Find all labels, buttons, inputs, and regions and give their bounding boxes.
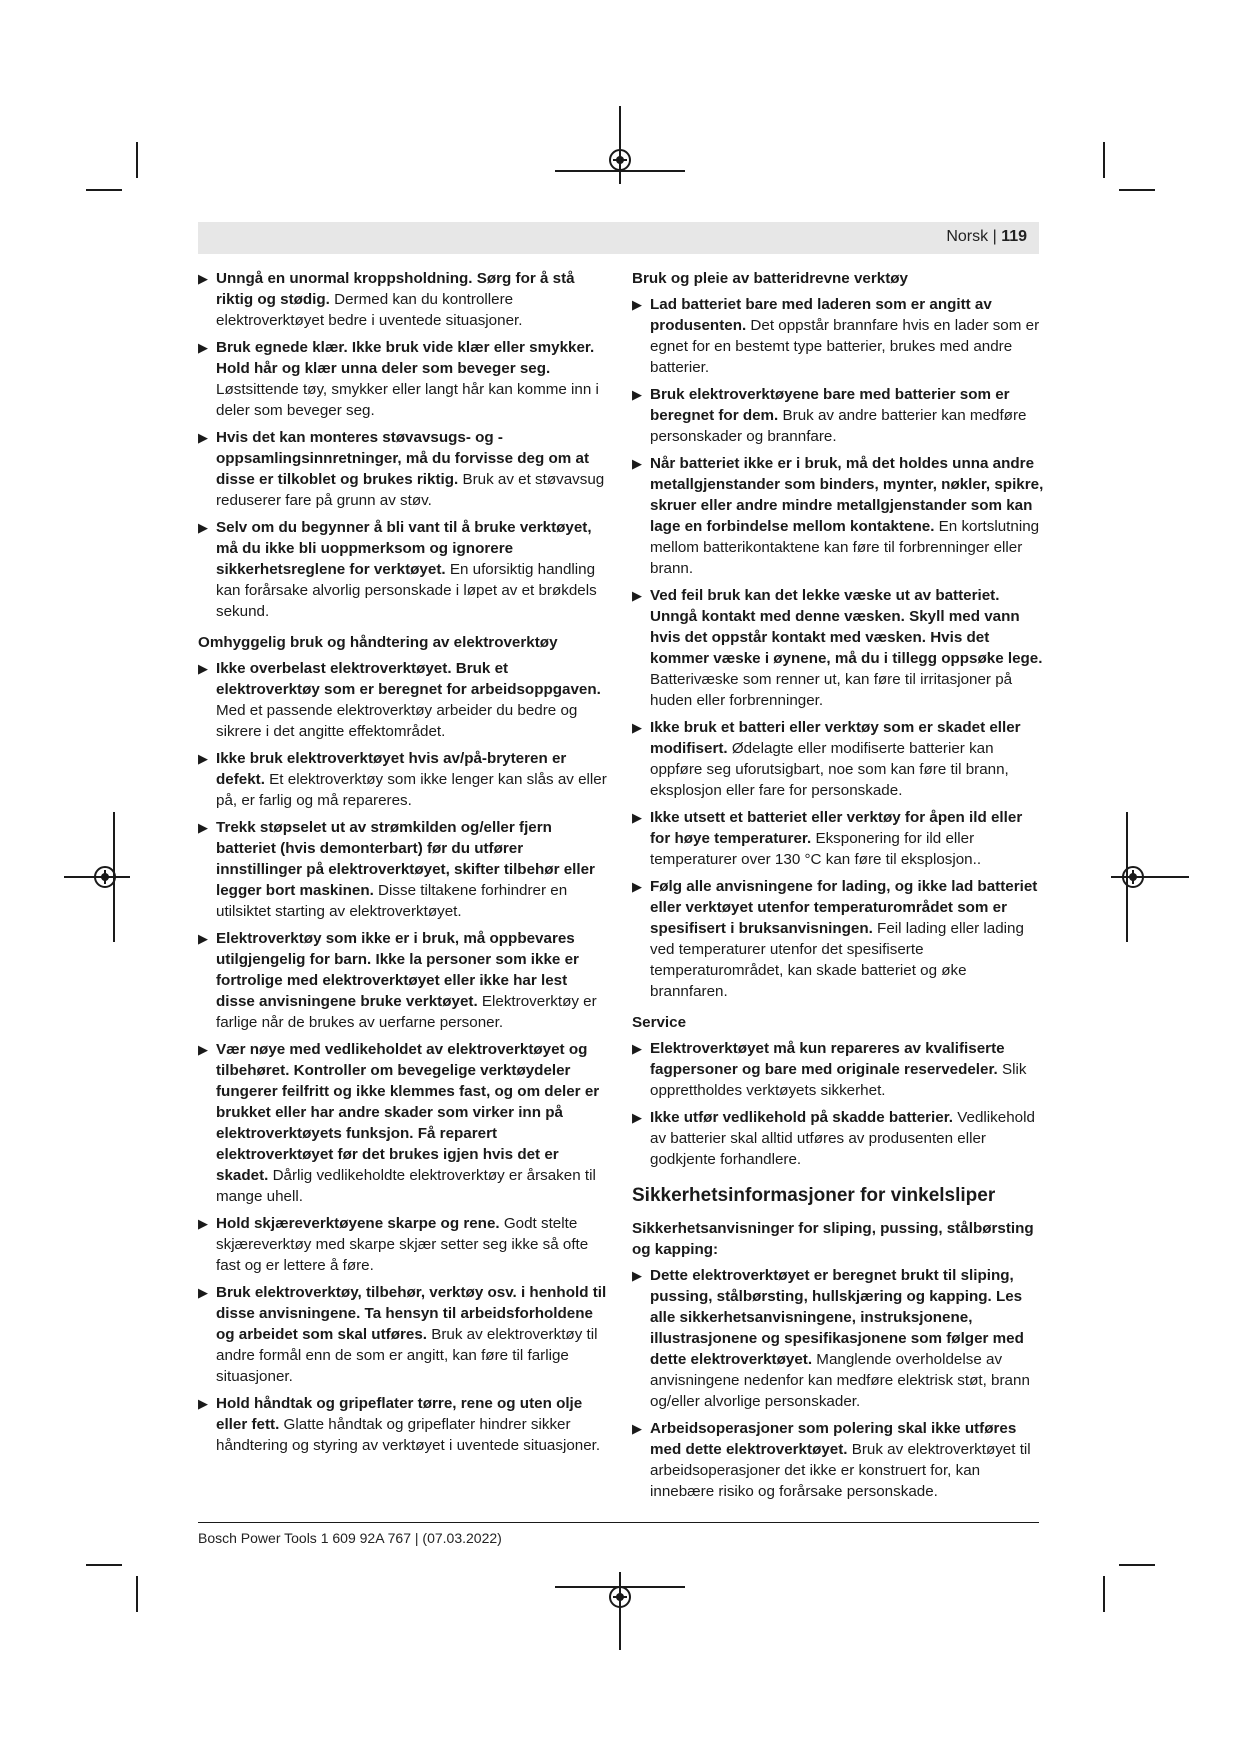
item-text: Dårlig vedlikeholdte elektroverktøy er årsaken til mange uhell. xyxy=(216,1167,596,1205)
list-item xyxy=(198,517,608,622)
grinder-items xyxy=(632,1265,1046,1502)
bullet-arrow-icon: ▶ xyxy=(198,271,208,286)
item-text: Elektroverktøy er farlige når de brukes av uerfarne personer. xyxy=(216,993,597,1031)
list-item xyxy=(198,427,608,511)
item-text: Bruk av et støvavsug reduserer fare på grunn av støv. xyxy=(216,471,605,509)
list-item xyxy=(198,1213,608,1276)
item-text: Bruk av elektroverktøy til andre formål enn de som er angitt, kan føre til farlige situasjoner. xyxy=(216,1326,598,1385)
item-text: Godt stelte skjæreverktøy med skarpe skjær setter seg ikke så ofte fast og er lettere å føre. xyxy=(216,1215,589,1274)
crop-mark xyxy=(1103,142,1105,178)
bullet-arrow-icon: ▶ xyxy=(632,1110,642,1125)
item-text: Vedlikehold av batterier skal alltid utføres av produsenten eller godkjente forhandlere. xyxy=(650,1109,1035,1168)
list-item xyxy=(198,1039,608,1207)
bullet-arrow-icon: ▶ xyxy=(198,751,208,766)
item-bold-text: Når batteriet ikke er i bruk, må det holdes unna andre metallgjenstander som binders, mynter, nøkler, spikre, skruer eller andre mindre metallgjenstander som kan lage en forbindelse mellom kontaktene. xyxy=(650,455,1044,535)
bullet-arrow-icon: ▶ xyxy=(198,661,208,676)
list-item xyxy=(198,1282,608,1387)
item-bold-text: Følg alle anvisningene for lading, og ikke lad batteriet eller verktøyet utenfor temperaturområdet som er spesifisert i bruksanvisningen. xyxy=(650,878,1038,937)
item-text: Med et passende elektroverktøy arbeider du bedre og sikrere i det angitte effektområdet. xyxy=(216,702,578,740)
item-text: Disse tiltakene forhindrer en utilsiktet starting av elektroverktøyet. xyxy=(216,882,568,920)
item-bold-text: Ikke bruk elektroverktøyet hvis av/på-bryteren er defekt. xyxy=(216,750,567,788)
registration-target-icon xyxy=(94,866,116,888)
item-bold-text: Arbeidsoperasjoner som polering skal ikke utføres med dette elektroverktøyet. xyxy=(650,1420,1017,1458)
item-bold-text: Selv om du begynner å bli vant til å bruke verktøyet, må du ikke bli uoppmerksom og ignorere sikkerhetsreglene for verktøyet. xyxy=(216,519,592,578)
item-bold-text: Ikke utfør vedlikehold på skadde batterier. xyxy=(650,1109,954,1126)
registration-line xyxy=(619,106,621,184)
item-text: Dermed kan du kontrollere elektroverktøyet bedre i uventede situasjoner. xyxy=(216,291,523,329)
item-text: En uforsiktig handling kan forårsake alvorlig personskade i løpet av et brøkdels sekund. xyxy=(216,561,597,620)
bullet-arrow-icon: ▶ xyxy=(198,1216,208,1231)
list-item xyxy=(632,384,1046,447)
item-text: Løstsittende tøy, smykker eller langt hår kan komme inn i deler som beveger seg. xyxy=(216,381,599,419)
bullet-arrow-icon: ▶ xyxy=(198,340,208,355)
item-text: Manglende overholdelse av anvisningene nedenfor kan medføre elektrisk støt, brann og/eller alvorlige personskader. xyxy=(650,1351,1030,1410)
item-text: Bruk av elektroverktøyet til arbeidsoperasjoner det ikke er konstruert for, kan innebære risiko og forårsake personskade. xyxy=(650,1441,1031,1500)
list-item xyxy=(198,928,608,1033)
bullet-arrow-icon: ▶ xyxy=(632,588,642,603)
battery-items xyxy=(632,294,1046,1002)
crop-mark xyxy=(1119,189,1155,191)
bullet-arrow-icon: ▶ xyxy=(632,1041,642,1056)
item-bold-text: Trekk støpselet ut av strømkilden og/eller fjern batteriet (hvis demonterbart) før du utfører innstillinger på elektroverktøyet, skifter tilbehør eller legger bort maskinen. xyxy=(216,819,595,899)
item-bold-text: Bruk elektroverktøy, tilbehør, verktøy osv. i henhold til disse anvisningene. Ta hensyn til arbeidsforholdene og arbeidet som skal utføres. xyxy=(216,1284,607,1343)
bullet-arrow-icon: ▶ xyxy=(198,520,208,535)
list-item xyxy=(632,1038,1046,1101)
bullet-arrow-icon: ▶ xyxy=(632,1421,642,1436)
crop-mark xyxy=(1119,1564,1155,1566)
list-item xyxy=(632,807,1046,870)
bullet-arrow-icon: ▶ xyxy=(198,931,208,946)
registration-target-icon xyxy=(609,149,631,171)
item-bold-text: Ikke utsett et batteriet eller verktøy for åpen ild eller for høye temperaturer. xyxy=(650,809,1023,847)
item-bold-text: Ikke bruk et batteri eller verktøy som er skadet eller modifisert. xyxy=(650,719,1021,757)
bullet-arrow-icon: ▶ xyxy=(632,1268,642,1283)
item-bold-text: Elektroverktøyet må kun repareres av kvalifiserte fagpersoner og bare med originale reservedeler. xyxy=(650,1040,1005,1078)
crop-mark xyxy=(1103,1576,1105,1612)
list-item xyxy=(198,748,608,811)
item-text: Batterivæske som renner ut, kan føre til irritasjoner på huden eller forbrenninger. xyxy=(650,671,1013,709)
item-bold-text: Bruk egnede klær. Ikke bruk vide klær eller smykker. Hold hår og klær unna deler som beveger seg. xyxy=(216,339,595,377)
registration-line xyxy=(619,1572,621,1650)
item-text: Et elektroverktøy som ikke lenger kan slås av eller på, er farlig og må repareres. xyxy=(216,771,607,809)
item-text: Slik opprettholdes verktøyets sikkerhet. xyxy=(650,1061,1027,1099)
section-heading-service: Service xyxy=(632,1014,687,1031)
list-item xyxy=(198,268,608,331)
bullet-arrow-icon: ▶ xyxy=(632,387,642,402)
item-text: Feil lading eller lading ved temperaturer utenfor det spesifiserte temperaturområdet, kan skade batteriet og øke brannfaren. xyxy=(650,920,1024,1000)
bullet-arrow-icon: ▶ xyxy=(632,810,642,825)
right-column xyxy=(632,268,1046,1508)
item-text: Det oppstår brannfare hvis en lader som er egnet for en bestemt type batterier, brukes med andre batterier. xyxy=(650,317,1040,376)
bullet-arrow-icon: ▶ xyxy=(632,456,642,471)
section-heading-battery: Bruk og pleie av batteridrevne verktøy xyxy=(632,270,909,287)
section-heading-careful-use: Omhyggelig bruk og håndtering av elektroverktøy xyxy=(198,634,558,651)
header-text xyxy=(946,228,1039,246)
list-item xyxy=(632,453,1046,579)
bullet-arrow-icon: ▶ xyxy=(198,430,208,445)
item-bold-text: Hold håndtak og gripeflater tørre, rene og uten olje eller fett. xyxy=(216,1395,583,1433)
item-bold-text: Bruk elektroverktøyene bare med batterier som er beregnet for dem. xyxy=(650,386,1010,424)
crop-mark xyxy=(86,189,122,191)
footer-divider xyxy=(198,1522,1039,1523)
registration-target-icon xyxy=(1122,866,1144,888)
bullet-arrow-icon: ▶ xyxy=(198,1042,208,1057)
item-bold-text: Ved feil bruk kan det lekke væske ut av batteriet. Unngå kontakt med denne væsken. Skyll med vann hvis det oppstår kontakt med væsken. Hvis det kommer væske i øynene, må du i tillegg oppsøke lege. xyxy=(650,587,1043,667)
list-item xyxy=(198,817,608,922)
bullet-arrow-icon: ▶ xyxy=(632,297,642,312)
list-item xyxy=(632,1418,1046,1502)
list-item xyxy=(198,337,608,421)
item-bold-text: Lad batteriet bare med laderen som er angitt av produsenten. xyxy=(650,296,992,334)
bullet-arrow-icon: ▶ xyxy=(198,1396,208,1411)
list-item xyxy=(632,1107,1046,1170)
crop-mark xyxy=(86,1564,122,1566)
item-bold-text: Dette elektroverktøyet er beregnet brukt til sliping, pussing, stålbørsting, hullskjæring og kapping. Les alle sikkerhetsanvisningene, instruksjonene, illustrasjonene og spesifikasjonene som følger med dette elektroverktøyet. xyxy=(650,1267,1024,1368)
header-language: Norsk xyxy=(946,228,989,245)
registration-target-icon xyxy=(609,1586,631,1608)
service-items xyxy=(632,1038,1046,1170)
item-bold-text: Vær nøye med vedlikeholdet av elektroverktøyet og tilbehøret. Kontroller om bevegelige verktøydeler fungerer feilfritt og ikke klemmes fast, og om deler er brukket eller har andre skader som virker inn på elektroverktøyets funksjon. Få reparert elektroverktøyet før det brukes igjen hvis det er skadet. xyxy=(216,1041,600,1184)
page-number: 119 xyxy=(1001,228,1027,245)
crop-mark xyxy=(136,1576,138,1612)
list-item xyxy=(198,658,608,742)
item-text: Eksponering for ild eller temperaturer over 130 °C kan føre til eksplosjon.. xyxy=(650,830,982,868)
crop-mark xyxy=(136,142,138,178)
left-items-top xyxy=(198,268,608,622)
item-bold-text: Hvis det kan monteres støvavsugs- og -oppsamlingsinnretninger, må du forvisse deg om at disse er tilkoblet og brukes riktig. xyxy=(216,429,590,488)
header-separator: | xyxy=(992,228,997,245)
left-items-bottom xyxy=(198,658,608,1456)
bullet-arrow-icon: ▶ xyxy=(198,1285,208,1300)
list-item xyxy=(632,876,1046,1002)
page-footer: Bosch Power Tools 1 609 92A 767 | (07.03.2022) xyxy=(198,1530,502,1546)
section-subheading-grinding: Sikkerhetsanvisninger for sliping, pussing, stålbørsting og kapping: xyxy=(632,1220,1034,1258)
bullet-arrow-icon: ▶ xyxy=(198,820,208,835)
item-bold-text: Unngå en unormal kroppsholdning. Sørg for å stå riktig og stødig. xyxy=(216,270,575,308)
list-item xyxy=(632,585,1046,711)
bullet-arrow-icon: ▶ xyxy=(632,720,642,735)
list-item xyxy=(632,294,1046,378)
item-text: En kortslutning mellom batterikontaktene kan føre til forbrenninger eller brann. xyxy=(650,518,1040,577)
left-column xyxy=(198,268,608,1462)
item-bold-text: Hold skjæreverktøyene skarpe og rene. xyxy=(216,1215,500,1232)
list-item xyxy=(632,1265,1046,1412)
item-text: Ødelagte eller modifiserte batterier kan oppføre seg uforutsigbart, noe som kan føre til brann, eksplosjon eller fare for personskade. xyxy=(650,740,1009,799)
page-header xyxy=(198,222,1039,254)
list-item xyxy=(198,1393,608,1456)
bullet-arrow-icon: ▶ xyxy=(632,879,642,894)
section-title-angle-grinder: Sikkerhetsinformasjoner for vinkelsliper xyxy=(632,1185,996,1206)
item-bold-text: Ikke overbelast elektroverktøyet. Bruk et elektroverktøy som er beregnet for arbeidsoppgaven. xyxy=(216,660,601,698)
list-item xyxy=(632,717,1046,801)
item-bold-text: Elektroverktøy som ikke er i bruk, må oppbevares utilgjengelig for barn. Ikke la personer som ikke er fortrolige med elektroverktøyet eller ikke har lest disse anvisningene bruke verktøyet. xyxy=(216,930,579,1010)
item-text: Bruk av andre batterier kan medføre personskader og brannfare. xyxy=(650,407,1027,445)
item-text: Glatte håndtak og gripeflater hindrer sikker håndtering og styring av verktøyet i uventede situasjoner. xyxy=(216,1416,601,1454)
